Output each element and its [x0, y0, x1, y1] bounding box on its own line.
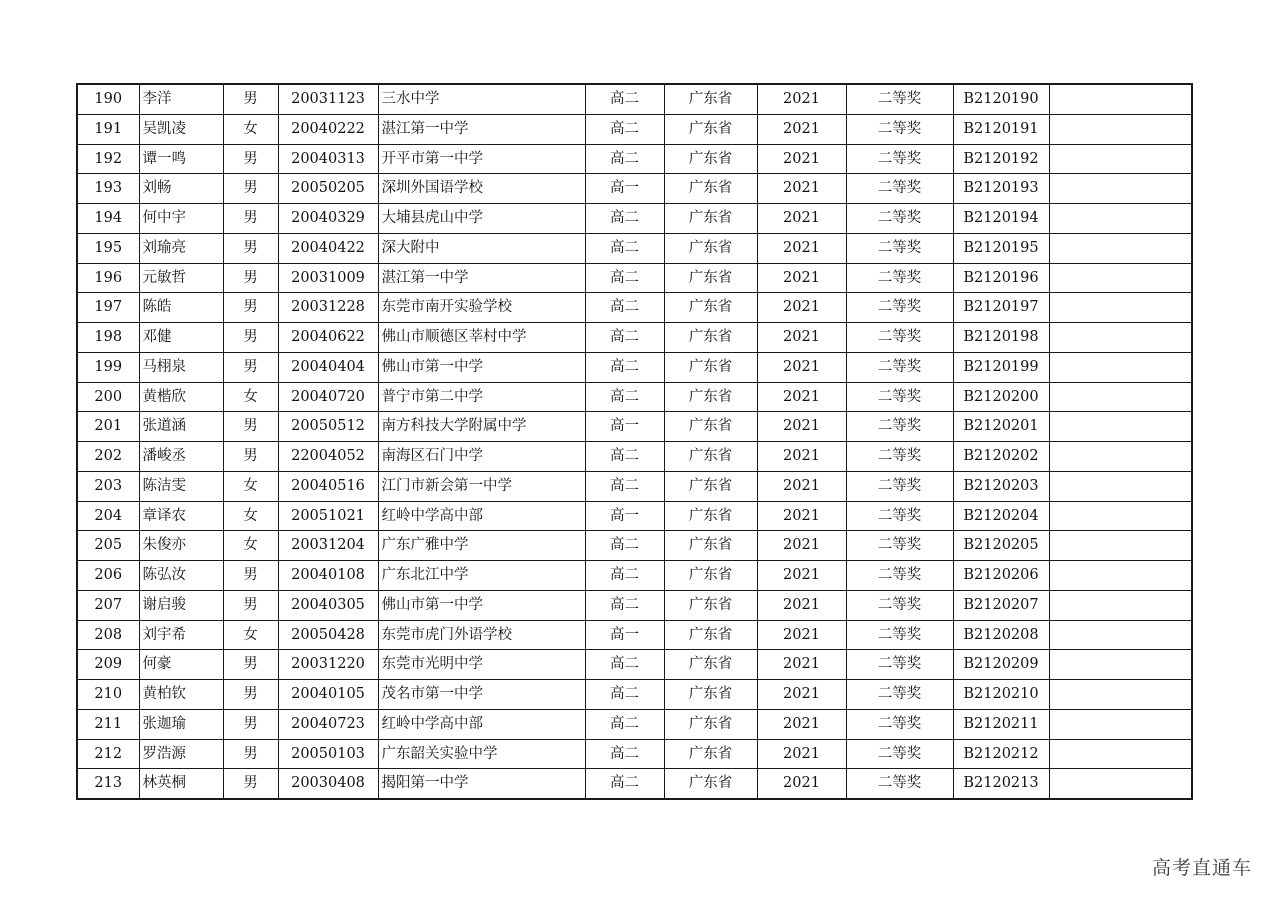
cell-school: 佛山市顺德区莘村中学	[378, 323, 585, 353]
cell-no: 199	[77, 352, 139, 382]
cell-gender: 男	[223, 709, 278, 739]
cell-note	[1049, 114, 1192, 144]
cell-award: 二等奖	[846, 620, 953, 650]
cell-province: 广东省	[664, 531, 757, 561]
cell-award: 二等奖	[846, 501, 953, 531]
table-row	[77, 352, 1192, 382]
cell-award: 二等奖	[846, 204, 953, 234]
cell-name: 朱俊亦	[139, 531, 223, 561]
cell-grade: 高一	[585, 174, 664, 204]
table-row	[77, 84, 1192, 114]
cell-birth: 22004052	[278, 442, 378, 472]
cell-year: 2021	[757, 531, 846, 561]
cell-note	[1049, 263, 1192, 293]
cell-school: 广东北江中学	[378, 561, 585, 591]
cell-school: 东莞市虎门外语学校	[378, 620, 585, 650]
cell-school: 东莞市南开实验学校	[378, 293, 585, 323]
cell-name: 陈弘汝	[139, 561, 223, 591]
cell-province: 广东省	[664, 769, 757, 799]
cell-name: 何豪	[139, 650, 223, 680]
table-row	[77, 769, 1192, 799]
cell-no: 192	[77, 144, 139, 174]
cell-year: 2021	[757, 471, 846, 501]
table-row	[77, 204, 1192, 234]
cell-school: 佛山市第一中学	[378, 352, 585, 382]
cell-province: 广东省	[664, 382, 757, 412]
cell-note	[1049, 442, 1192, 472]
cell-award: 二等奖	[846, 382, 953, 412]
cell-school: 东莞市光明中学	[378, 650, 585, 680]
cell-gender: 男	[223, 590, 278, 620]
cell-year: 2021	[757, 233, 846, 263]
table-row	[77, 590, 1192, 620]
cell-note	[1049, 382, 1192, 412]
cell-note	[1049, 561, 1192, 591]
cell-school: 深大附中	[378, 233, 585, 263]
cell-year: 2021	[757, 769, 846, 799]
cell-name: 元敏哲	[139, 263, 223, 293]
cell-grade: 高二	[585, 769, 664, 799]
cell-no: 198	[77, 323, 139, 353]
cell-note	[1049, 471, 1192, 501]
cell-birth: 20031220	[278, 650, 378, 680]
cell-grade: 高一	[585, 501, 664, 531]
cell-name: 李洋	[139, 84, 223, 114]
cell-year: 2021	[757, 442, 846, 472]
cell-province: 广东省	[664, 174, 757, 204]
cell-award: 二等奖	[846, 144, 953, 174]
cell-grade: 高二	[585, 739, 664, 769]
cell-gender: 男	[223, 561, 278, 591]
table-row	[77, 114, 1192, 144]
cell-gender: 男	[223, 442, 278, 472]
cell-year: 2021	[757, 561, 846, 591]
cell-award: 二等奖	[846, 263, 953, 293]
cell-award: 二等奖	[846, 84, 953, 114]
cell-birth: 20031204	[278, 531, 378, 561]
cell-no: 193	[77, 174, 139, 204]
cell-cert: B2120208	[953, 620, 1049, 650]
cell-note	[1049, 739, 1192, 769]
cell-name: 谭一鸣	[139, 144, 223, 174]
cell-name: 刘畅	[139, 174, 223, 204]
cell-award: 二等奖	[846, 323, 953, 353]
cell-award: 二等奖	[846, 293, 953, 323]
cell-note	[1049, 293, 1192, 323]
table-row	[77, 620, 1192, 650]
cell-gender: 男	[223, 204, 278, 234]
cell-award: 二等奖	[846, 471, 953, 501]
cell-grade: 高二	[585, 709, 664, 739]
cell-note	[1049, 501, 1192, 531]
cell-cert: B2120202	[953, 442, 1049, 472]
cell-gender: 女	[223, 501, 278, 531]
cell-year: 2021	[757, 709, 846, 739]
cell-cert: B2120197	[953, 293, 1049, 323]
cell-no: 211	[77, 709, 139, 739]
cell-year: 2021	[757, 114, 846, 144]
table-row	[77, 739, 1192, 769]
cell-gender: 女	[223, 114, 278, 144]
cell-year: 2021	[757, 680, 846, 710]
cell-cert: B2120211	[953, 709, 1049, 739]
cell-award: 二等奖	[846, 680, 953, 710]
cell-year: 2021	[757, 174, 846, 204]
cell-province: 广东省	[664, 471, 757, 501]
cell-award: 二等奖	[846, 561, 953, 591]
cell-grade: 高二	[585, 590, 664, 620]
cell-note	[1049, 352, 1192, 382]
cell-grade: 高一	[585, 412, 664, 442]
cell-school: 广东广雅中学	[378, 531, 585, 561]
cell-note	[1049, 412, 1192, 442]
cell-province: 广东省	[664, 709, 757, 739]
cell-name: 刘宇希	[139, 620, 223, 650]
table-row	[77, 293, 1192, 323]
cell-note	[1049, 769, 1192, 799]
cell-award: 二等奖	[846, 114, 953, 144]
cell-province: 广东省	[664, 442, 757, 472]
cell-gender: 男	[223, 174, 278, 204]
cell-year: 2021	[757, 263, 846, 293]
cell-note	[1049, 620, 1192, 650]
cell-birth: 20040222	[278, 114, 378, 144]
table-row	[77, 442, 1192, 472]
cell-year: 2021	[757, 84, 846, 114]
cell-birth: 20040723	[278, 709, 378, 739]
cell-year: 2021	[757, 739, 846, 769]
cell-gender: 男	[223, 650, 278, 680]
cell-year: 2021	[757, 144, 846, 174]
cell-birth: 20040516	[278, 471, 378, 501]
cell-gender: 女	[223, 471, 278, 501]
cell-grade: 高二	[585, 471, 664, 501]
cell-no: 195	[77, 233, 139, 263]
cell-no: 204	[77, 501, 139, 531]
cell-province: 广东省	[664, 739, 757, 769]
cell-grade: 高二	[585, 293, 664, 323]
cell-no: 208	[77, 620, 139, 650]
cell-birth: 20040108	[278, 561, 378, 591]
cell-province: 广东省	[664, 590, 757, 620]
cell-gender: 男	[223, 352, 278, 382]
cell-no: 207	[77, 590, 139, 620]
cell-grade: 高二	[585, 382, 664, 412]
cell-province: 广东省	[664, 204, 757, 234]
cell-birth: 20050428	[278, 620, 378, 650]
table-row	[77, 233, 1192, 263]
cell-grade: 高二	[585, 352, 664, 382]
cell-gender: 女	[223, 531, 278, 561]
cell-birth: 20040329	[278, 204, 378, 234]
cell-birth: 20050512	[278, 412, 378, 442]
cell-award: 二等奖	[846, 769, 953, 799]
cell-grade: 高二	[585, 442, 664, 472]
cell-province: 广东省	[664, 501, 757, 531]
table-row	[77, 501, 1192, 531]
cell-note	[1049, 531, 1192, 561]
table-row	[77, 561, 1192, 591]
cell-birth: 20040105	[278, 680, 378, 710]
cell-no: 200	[77, 382, 139, 412]
cell-school: 揭阳第一中学	[378, 769, 585, 799]
cell-name: 黄楷欣	[139, 382, 223, 412]
cell-province: 广东省	[664, 620, 757, 650]
cell-birth: 20050205	[278, 174, 378, 204]
cell-school: 开平市第一中学	[378, 144, 585, 174]
cell-school: 深圳外国语学校	[378, 174, 585, 204]
table-row	[77, 263, 1192, 293]
cell-school: 茂名市第一中学	[378, 680, 585, 710]
cell-school: 湛江第一中学	[378, 263, 585, 293]
cell-cert: B2120195	[953, 233, 1049, 263]
cell-school: 大埔县虎山中学	[378, 204, 585, 234]
cell-award: 二等奖	[846, 650, 953, 680]
cell-name: 谢启骏	[139, 590, 223, 620]
cell-grade: 高二	[585, 204, 664, 234]
cell-year: 2021	[757, 590, 846, 620]
cell-year: 2021	[757, 204, 846, 234]
cell-province: 广东省	[664, 233, 757, 263]
cell-gender: 男	[223, 412, 278, 442]
cell-name: 罗浩源	[139, 739, 223, 769]
cell-no: 196	[77, 263, 139, 293]
cell-note	[1049, 709, 1192, 739]
cell-no: 212	[77, 739, 139, 769]
cell-province: 广东省	[664, 680, 757, 710]
cell-year: 2021	[757, 412, 846, 442]
cell-award: 二等奖	[846, 590, 953, 620]
cell-name: 林英桐	[139, 769, 223, 799]
cell-note	[1049, 204, 1192, 234]
cell-birth: 20031123	[278, 84, 378, 114]
cell-birth: 20050103	[278, 739, 378, 769]
cell-no: 213	[77, 769, 139, 799]
cell-school: 红岭中学高中部	[378, 501, 585, 531]
cell-cert: B2120212	[953, 739, 1049, 769]
cell-grade: 高二	[585, 144, 664, 174]
table-row	[77, 382, 1192, 412]
table-row	[77, 323, 1192, 353]
cell-award: 二等奖	[846, 442, 953, 472]
cell-name: 吴凯凌	[139, 114, 223, 144]
cell-cert: B2120190	[953, 84, 1049, 114]
cell-gender: 男	[223, 144, 278, 174]
cell-gender: 男	[223, 323, 278, 353]
cell-gender: 男	[223, 84, 278, 114]
cell-no: 191	[77, 114, 139, 144]
cell-no: 209	[77, 650, 139, 680]
table-row	[77, 680, 1192, 710]
cell-gender: 男	[223, 769, 278, 799]
table-row	[77, 650, 1192, 680]
cell-year: 2021	[757, 323, 846, 353]
table-row	[77, 471, 1192, 501]
cell-cert: B2120203	[953, 471, 1049, 501]
cell-province: 广东省	[664, 114, 757, 144]
cell-name: 黄柏钦	[139, 680, 223, 710]
table-row	[77, 144, 1192, 174]
cell-birth: 20031009	[278, 263, 378, 293]
cell-cert: B2120201	[953, 412, 1049, 442]
cell-birth: 20040305	[278, 590, 378, 620]
cell-cert: B2120206	[953, 561, 1049, 591]
cell-name: 马栩泉	[139, 352, 223, 382]
cell-note	[1049, 650, 1192, 680]
cell-year: 2021	[757, 382, 846, 412]
cell-no: 194	[77, 204, 139, 234]
cell-birth: 20040313	[278, 144, 378, 174]
cell-province: 广东省	[664, 84, 757, 114]
cell-no: 206	[77, 561, 139, 591]
cell-award: 二等奖	[846, 739, 953, 769]
table-row	[77, 709, 1192, 739]
cell-name: 张道涵	[139, 412, 223, 442]
cell-birth: 20030408	[278, 769, 378, 799]
cell-school: 南海区石门中学	[378, 442, 585, 472]
cell-cert: B2120194	[953, 204, 1049, 234]
cell-no: 190	[77, 84, 139, 114]
cell-school: 南方科技大学附属中学	[378, 412, 585, 442]
cell-name: 刘瑜亮	[139, 233, 223, 263]
cell-province: 广东省	[664, 323, 757, 353]
cell-cert: B2120192	[953, 144, 1049, 174]
cell-birth: 20040720	[278, 382, 378, 412]
cell-award: 二等奖	[846, 412, 953, 442]
cell-cert: B2120196	[953, 263, 1049, 293]
cell-cert: B2120209	[953, 650, 1049, 680]
cell-name: 陈皓	[139, 293, 223, 323]
cell-name: 潘峻丞	[139, 442, 223, 472]
cell-cert: B2120204	[953, 501, 1049, 531]
cell-province: 广东省	[664, 561, 757, 591]
cell-gender: 男	[223, 263, 278, 293]
cell-award: 二等奖	[846, 352, 953, 382]
cell-no: 203	[77, 471, 139, 501]
cell-cert: B2120193	[953, 174, 1049, 204]
cell-note	[1049, 233, 1192, 263]
cell-note	[1049, 144, 1192, 174]
cell-gender: 男	[223, 233, 278, 263]
cell-grade: 高二	[585, 114, 664, 144]
cell-school: 湛江第一中学	[378, 114, 585, 144]
cell-gender: 男	[223, 293, 278, 323]
cell-province: 广东省	[664, 293, 757, 323]
cell-province: 广东省	[664, 352, 757, 382]
cell-school: 三水中学	[378, 84, 585, 114]
cell-gender: 女	[223, 620, 278, 650]
cell-grade: 高二	[585, 680, 664, 710]
cell-name: 章译农	[139, 501, 223, 531]
cell-birth: 20040404	[278, 352, 378, 382]
cell-grade: 高二	[585, 323, 664, 353]
cell-school: 广东韶关实验中学	[378, 739, 585, 769]
cell-grade: 高二	[585, 650, 664, 680]
cell-name: 陈洁雯	[139, 471, 223, 501]
cell-cert: B2120213	[953, 769, 1049, 799]
cell-cert: B2120199	[953, 352, 1049, 382]
cell-name: 何中宇	[139, 204, 223, 234]
cell-cert: B2120200	[953, 382, 1049, 412]
cell-year: 2021	[757, 620, 846, 650]
cell-province: 广东省	[664, 144, 757, 174]
cell-province: 广东省	[664, 412, 757, 442]
cell-birth: 20051021	[278, 501, 378, 531]
cell-year: 2021	[757, 650, 846, 680]
cell-grade: 高二	[585, 531, 664, 561]
cell-province: 广东省	[664, 263, 757, 293]
cell-grade: 高二	[585, 561, 664, 591]
cell-year: 2021	[757, 501, 846, 531]
cell-note	[1049, 84, 1192, 114]
cell-gender: 男	[223, 680, 278, 710]
cell-cert: B2120205	[953, 531, 1049, 561]
table-row	[77, 412, 1192, 442]
cell-award: 二等奖	[846, 709, 953, 739]
watermark: 高考直通车	[1151, 857, 1252, 879]
cell-cert: B2120207	[953, 590, 1049, 620]
cell-cert: B2120210	[953, 680, 1049, 710]
cell-school: 红岭中学高中部	[378, 709, 585, 739]
cell-note	[1049, 680, 1192, 710]
cell-school: 普宁市第二中学	[378, 382, 585, 412]
cell-year: 2021	[757, 352, 846, 382]
cell-note	[1049, 590, 1192, 620]
cell-gender: 男	[223, 739, 278, 769]
cell-award: 二等奖	[846, 233, 953, 263]
cell-name: 邓健	[139, 323, 223, 353]
cell-province: 广东省	[664, 650, 757, 680]
cell-no: 210	[77, 680, 139, 710]
cell-grade: 高二	[585, 233, 664, 263]
award-table-body	[77, 84, 1192, 799]
cell-name: 张迦瑜	[139, 709, 223, 739]
cell-grade: 高二	[585, 263, 664, 293]
cell-grade: 高二	[585, 84, 664, 114]
cell-award: 二等奖	[846, 531, 953, 561]
cell-school: 江门市新会第一中学	[378, 471, 585, 501]
cell-grade: 高一	[585, 620, 664, 650]
cell-cert: B2120198	[953, 323, 1049, 353]
cell-no: 205	[77, 531, 139, 561]
cell-birth: 20040622	[278, 323, 378, 353]
cell-year: 2021	[757, 293, 846, 323]
cell-birth: 20040422	[278, 233, 378, 263]
cell-birth: 20031228	[278, 293, 378, 323]
table-row	[77, 531, 1192, 561]
cell-note	[1049, 323, 1192, 353]
cell-gender: 女	[223, 382, 278, 412]
table-row	[77, 174, 1192, 204]
cell-no: 201	[77, 412, 139, 442]
cell-school: 佛山市第一中学	[378, 590, 585, 620]
cell-note	[1049, 174, 1192, 204]
cell-award: 二等奖	[846, 174, 953, 204]
cell-no: 197	[77, 293, 139, 323]
cell-no: 202	[77, 442, 139, 472]
award-table	[76, 83, 1193, 800]
cell-cert: B2120191	[953, 114, 1049, 144]
